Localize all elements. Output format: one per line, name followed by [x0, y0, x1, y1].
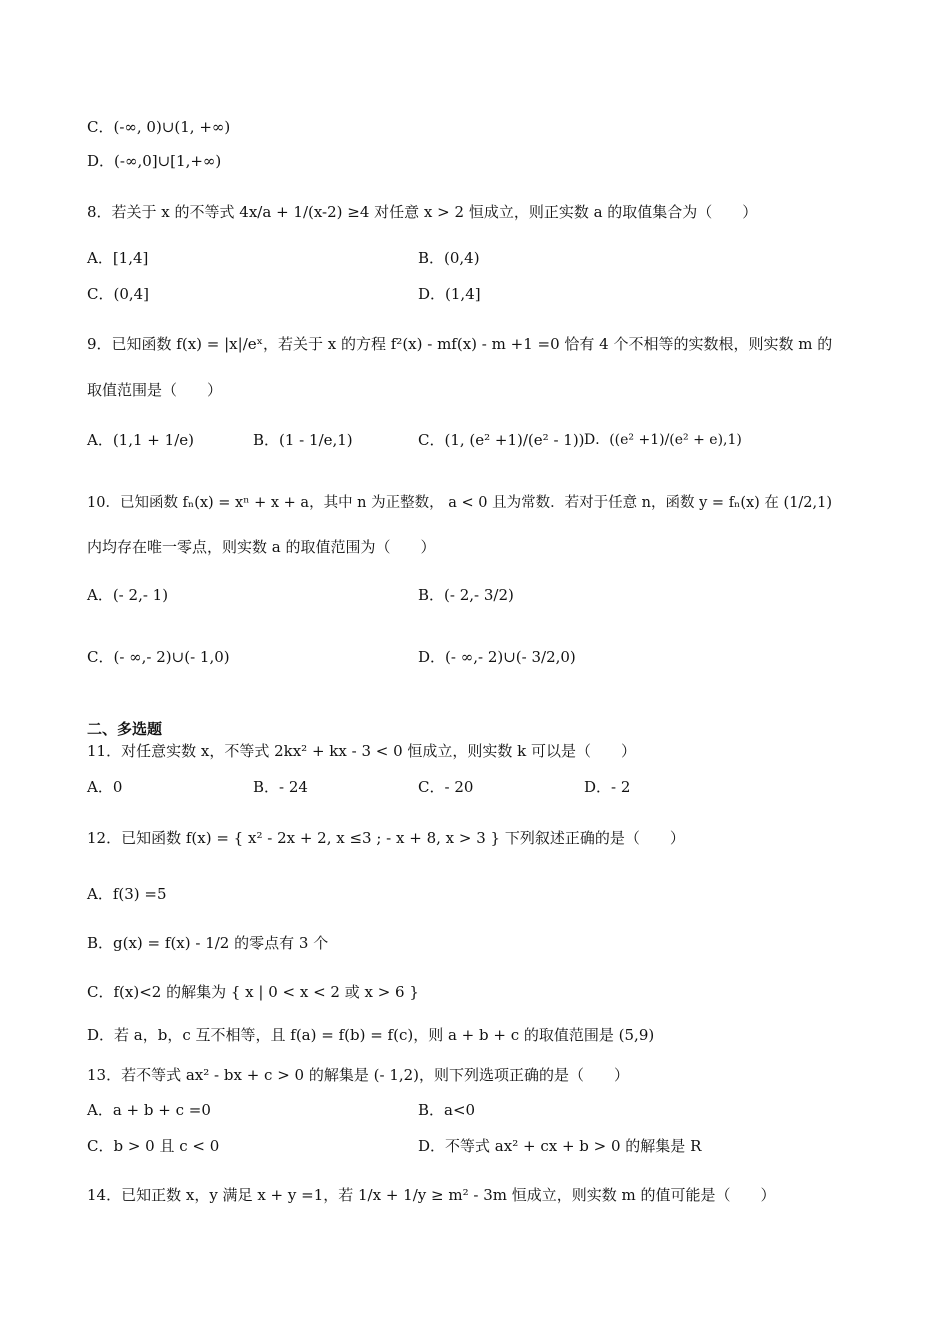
q11-stem: 11．对任意实数 x，不等式 2kx² + kx - 3 < 0 恒成立，则实数 k 可以是（ ）	[87, 742, 637, 760]
q10-stem-line2: 内均存在唯一零点，则实数 a 的取值范围为（ ）	[87, 538, 436, 556]
q14-stem: 14．已知正数 x，y 满足 x + y =1，若 1/x + 1/y ≥ m² - 3m 恒成立，则实数 m 的值可能是（ ）	[87, 1186, 776, 1204]
q7-option-c: C．(-∞, 0)∪(1, +∞)	[87, 118, 231, 136]
q11-option-b: B．- 24	[253, 778, 308, 796]
q13-option-a: A．a + b + c =0	[87, 1101, 211, 1119]
q12-option-b: B．g(x) = f(x) - 1/2 的零点有 3 个	[87, 934, 329, 952]
q9-option-d: D．((e² +1)/(e² + e),1)	[584, 432, 742, 448]
q10-stem-line1: 10．已知函数 fₙ(x) = xⁿ + x + a，其中 n 为正整数， a < 0 且为常数．若对于任意 n，函数 y = fₙ(x) 在 (1/2,1)	[87, 495, 833, 511]
q8-option-b: B．(0,4)	[418, 249, 480, 267]
q13-option-c: C．b > 0 且 c < 0	[87, 1137, 220, 1155]
q9-option-b: B．(1 - 1/e,1)	[253, 431, 353, 449]
q10-option-c: C．(- ∞,- 2)∪(- 1,0)	[87, 648, 230, 666]
q8-option-a: A．[1,4]	[87, 249, 149, 267]
q8-stem: 8．若关于 x 的不等式 4x/a + 1/(x-2) ≥4 对任意 x > 2 恒成立，则正实数 a 的取值集合为（ ）	[87, 203, 758, 221]
q9-option-a: A．(1,1 + 1/e)	[87, 431, 194, 449]
q12-option-a: A．f(3) =5	[87, 885, 167, 903]
q8-option-c: C．(0,4]	[87, 285, 150, 303]
q12-stem: 12．已知函数 f(x) = { x² - 2x + 2, x ≤3 ; - x + 8, x > 3 } 下列叙述正确的是（ ）	[87, 829, 685, 847]
q12-option-d: D．若 a，b，c 互不相等，且 f(a) = f(b) = f(c)，则 a + b + c 的取值范围是 (5,9)	[87, 1026, 655, 1044]
q11-option-c: C．- 20	[418, 778, 474, 796]
q13-option-d: D．不等式 ax² + cx + b > 0 的解集是 R	[418, 1137, 702, 1155]
q11-option-a: A．0	[87, 778, 123, 796]
q9-option-c: C．(1, (e² +1)/(e² - 1))	[418, 431, 585, 449]
q11-option-d: D．- 2	[584, 778, 631, 796]
q9-stem-line1: 9．已知函数 f(x) = |x|/eˣ，若关于 x 的方程 f²(x) - mf(x) - m +1 =0 恰有 4 个不相等的实数根，则实数 m 的	[87, 335, 833, 353]
q10-option-b: B．(- 2,- 3/2)	[418, 586, 514, 604]
section-heading-multiple-choice: 二、多选题	[87, 720, 163, 738]
q12-option-c: C．f(x)<2 的解集为 { x | 0 < x < 2 或 x > 6 }	[87, 983, 419, 1001]
q8-option-d: D．(1,4]	[418, 285, 481, 303]
q13-option-b: B．a<0	[418, 1101, 476, 1119]
q7-option-d: D．(-∞,0]∪[1,+∞)	[87, 152, 222, 170]
q13-stem: 13．若不等式 ax² - bx + c > 0 的解集是 (- 1,2)，则下列选项正确的是（ ）	[87, 1066, 630, 1084]
q9-stem-line2: 取值范围是（ ）	[87, 381, 223, 399]
q10-option-a: A．(- 2,- 1)	[87, 586, 169, 604]
q10-option-d: D．(- ∞,- 2)∪(- 3/2,0)	[418, 648, 576, 666]
